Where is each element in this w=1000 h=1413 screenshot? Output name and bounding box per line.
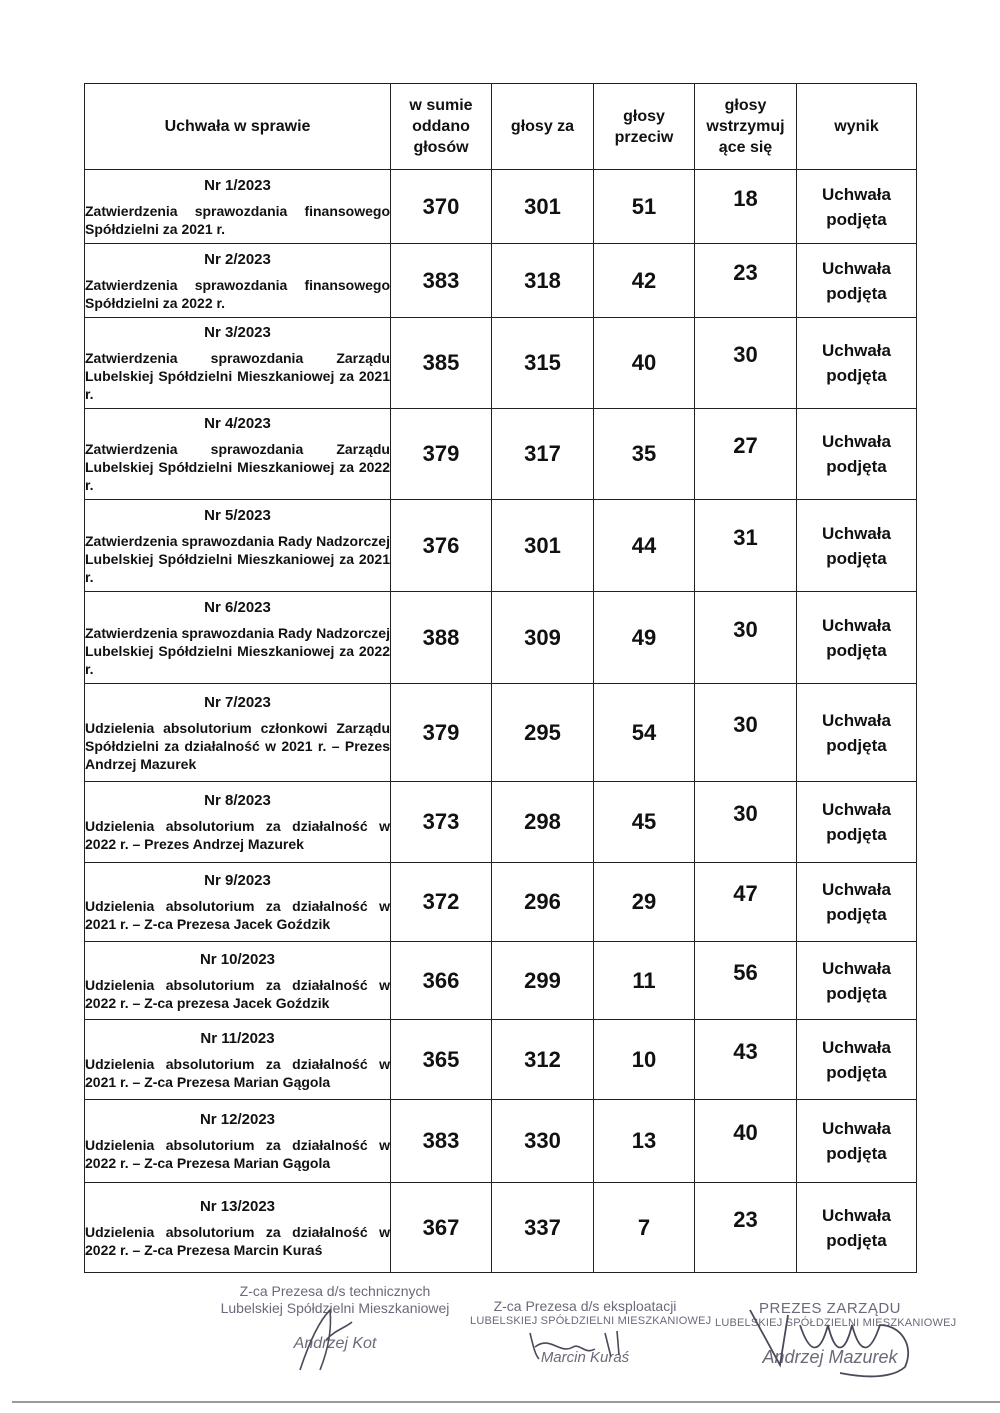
result-label: Uchwała <box>822 258 891 278</box>
resolution-number: Nr 10/2023 <box>199 950 276 968</box>
total-votes-cell: 376 <box>391 500 492 592</box>
votes-abstain-cell: 40 <box>695 1100 797 1183</box>
result-status: podjęta <box>826 283 887 303</box>
table-row <box>85 782 917 863</box>
table-row <box>85 684 917 782</box>
resolution-subject: Zatwierdzenia sprawozdania finansowego Spółdzielni za 2021 r. <box>85 202 390 237</box>
header-votes-for: głosy za <box>492 84 594 170</box>
result-status: podjęta <box>826 735 887 755</box>
resolution-number: Nr 12/2023 <box>199 1111 276 1128</box>
votes-against-cell: 49 <box>594 592 695 684</box>
votes-against-cell: 45 <box>594 782 695 863</box>
result-label: Uchwała <box>822 1037 891 1057</box>
resolution-number: Nr 13/2023 <box>199 1197 276 1215</box>
total-votes-cell: 388 <box>391 592 492 684</box>
votes-against-cell: 42 <box>594 244 695 318</box>
resolution-cell <box>85 1020 391 1100</box>
header-votes-against: głosy przeciw <box>594 84 695 170</box>
result-cell <box>797 1183 917 1273</box>
handwritten-signature-icon <box>740 1295 925 1385</box>
table-row <box>85 500 917 592</box>
signature-title: Z-ca Prezesa d/s eksploatacji <box>493 1298 677 1314</box>
header-votes-abstain: głosy wstrzymuj ące się <box>695 84 797 170</box>
resolution-subject: Udzielenia absolutorium za działalność w 2022 r. – Prezes Andrzej Mazurek <box>85 818 390 852</box>
resolution-subject: Zatwierdzenia sprawozdania finansowego Spółdzielni za 2022 r. <box>85 276 390 311</box>
result-cell <box>797 592 917 684</box>
result-status: podjęta <box>826 825 887 844</box>
resolution-cell <box>85 1100 391 1183</box>
result-status: podjęta <box>826 905 887 924</box>
resolution-number: Nr 7/2023 <box>204 693 271 711</box>
resolution-number: Nr 11/2023 <box>200 1029 275 1047</box>
voting-results-table <box>84 83 917 1273</box>
resolution-subject: Udzielenia absolutorium za działalność w 2022 r. – Z-ca Prezesa Marcin Kuraś <box>85 1223 390 1258</box>
table-row <box>85 409 917 500</box>
total-votes-cell: 379 <box>391 684 492 782</box>
signature-name: Andrzej Mazurek <box>762 1347 898 1367</box>
votes-abstain-cell: 30 <box>695 592 797 684</box>
result-cell <box>797 318 917 409</box>
result-status: podjęta <box>826 640 887 660</box>
resolution-number: Nr 4/2023 <box>204 415 271 432</box>
votes-for-cell: 318 <box>492 244 594 318</box>
total-votes-cell: 365 <box>391 1020 492 1100</box>
votes-against-cell: 7 <box>594 1183 695 1273</box>
resolution-subject: Udzielenia absolutorium za działalność w 2022 r. – Z-ca prezesa Jacek Goździk <box>85 976 390 1011</box>
votes-against-cell: 35 <box>594 409 695 500</box>
resolution-number: Nr 2/2023 <box>204 250 271 268</box>
votes-for-cell: 312 <box>492 1020 594 1100</box>
total-votes-cell: 372 <box>391 863 492 942</box>
result-label: Uchwała <box>822 341 891 360</box>
result-cell <box>797 942 917 1020</box>
resolution-cell <box>85 170 391 244</box>
header-resolution: Uchwała w sprawie <box>85 84 391 170</box>
result-status: podjęta <box>826 366 887 385</box>
votes-abstain-cell: 47 <box>695 863 797 942</box>
signature-name: Marcin Kuraś <box>540 1349 630 1366</box>
result-label: Uchwała <box>822 615 891 635</box>
table-row <box>85 170 917 244</box>
table-row <box>85 1100 917 1183</box>
resolution-cell <box>85 244 391 318</box>
resolution-subject: Zatwierdzenia sprawozdania Zarządu Lubelskiej Spółdzielni Mieszkaniowej za 2021 r. <box>85 350 390 402</box>
signature-name: Andrzej Kot <box>293 1335 377 1352</box>
table-header-row <box>85 84 917 170</box>
resolution-cell <box>85 409 391 500</box>
votes-for-cell: 299 <box>492 942 594 1020</box>
votes-against-cell: 40 <box>594 318 695 409</box>
result-cell <box>797 863 917 942</box>
signature-title: PREZES ZARZĄDU <box>758 1300 901 1317</box>
signature-title: Z-ca Prezesa d/s technicznych <box>239 1283 431 1299</box>
votes-against-cell: 44 <box>594 500 695 592</box>
votes-abstain-cell: 56 <box>695 942 797 1020</box>
votes-against-cell: 29 <box>594 863 695 942</box>
resolution-subject: Udzielenia absolutorium członkowi Zarządu Spółdzielni za działalność w 2021 r. – Prezes Andrzej Mazurek <box>85 719 390 772</box>
votes-for-cell: 315 <box>492 318 594 409</box>
votes-abstain-cell: 23 <box>695 244 797 318</box>
votes-against-cell: 54 <box>594 684 695 782</box>
result-cell <box>797 1020 917 1100</box>
votes-for-cell: 295 <box>492 684 594 782</box>
votes-abstain-cell: 43 <box>695 1020 797 1100</box>
resolution-number: Nr 6/2023 <box>204 598 271 616</box>
table-row <box>85 1183 917 1273</box>
table-row <box>85 863 917 942</box>
votes-abstain-cell: 31 <box>695 500 797 592</box>
votes-for-cell: 301 <box>492 170 594 244</box>
result-cell <box>797 684 917 782</box>
total-votes-cell: 366 <box>391 942 492 1020</box>
result-cell <box>797 244 917 318</box>
table-row <box>85 942 917 1020</box>
resolution-number: Nr 3/2023 <box>204 324 271 341</box>
signature-org: Lubelskiej Spółdzielni Mieszkaniowej <box>220 1300 450 1316</box>
result-cell <box>797 170 917 244</box>
result-status: podjęta <box>826 209 887 229</box>
result-label: Uchwała <box>822 710 891 730</box>
header-result: wynik <box>797 84 917 170</box>
result-status: podjęta <box>826 1062 887 1082</box>
table-row <box>85 318 917 409</box>
resolution-cell <box>85 684 391 782</box>
resolution-subject: Udzielenia absolutorium za działalność w 2021 r. – Z-ca Prezesa Marian Gągola <box>85 1055 390 1090</box>
result-status: podjęta <box>826 548 887 568</box>
resolution-number: Nr 9/2023 <box>204 872 271 889</box>
total-votes-cell: 383 <box>391 1100 492 1183</box>
total-votes-cell: 383 <box>391 244 492 318</box>
table-row <box>85 244 917 318</box>
header-total-votes: w sumie oddano głosów <box>391 84 492 170</box>
votes-for-cell: 330 <box>492 1100 594 1183</box>
total-votes-cell: 379 <box>391 409 492 500</box>
signature-org: LUBELSKIEJ SPÓŁDZIELNI MIESZKANIOWEJ <box>470 1315 712 1327</box>
resolution-subject: Udzielenia absolutorium za działalność w 2022 r. – Z-ca Prezesa Marian Gągola <box>85 1137 390 1171</box>
result-cell <box>797 782 917 863</box>
result-status: podjęta <box>826 983 887 1003</box>
resolution-cell <box>85 782 391 863</box>
votes-for-cell: 296 <box>492 863 594 942</box>
resolution-cell <box>85 1183 391 1273</box>
votes-abstain-cell: 23 <box>695 1183 797 1273</box>
result-cell <box>797 500 917 592</box>
resolution-number: Nr 1/2023 <box>204 176 271 194</box>
result-label: Uchwała <box>822 523 891 543</box>
votes-for-cell: 301 <box>492 500 594 592</box>
votes-for-cell: 337 <box>492 1183 594 1273</box>
result-label: Uchwała <box>822 1205 891 1225</box>
resolution-number: Nr 8/2023 <box>204 792 271 809</box>
result-status: podjęta <box>826 457 887 476</box>
resolution-number: Nr 5/2023 <box>204 506 271 524</box>
votes-abstain-cell: 30 <box>695 318 797 409</box>
result-label: Uchwała <box>822 880 891 899</box>
resolution-subject: Udzielenia absolutorium za działalność w 2021 r. – Z-ca Prezesa Jacek Goździk <box>85 898 390 932</box>
votes-against-cell: 13 <box>594 1100 695 1183</box>
resolution-subject: Zatwierdzenia sprawozdania Rady Nadzorczej Lubelskiej Spółdzielni Mieszkaniowej za 2021 r. <box>85 532 390 585</box>
result-label: Uchwała <box>822 432 891 451</box>
resolution-subject: Zatwierdzenia sprawozdania Zarządu Lubelskiej Spółdzielni Mieszkaniowej za 2022 r. <box>85 441 390 493</box>
resolution-subject: Zatwierdzenia sprawozdania Rady Nadzorczej Lubelskiej Spółdzielni Mieszkaniowej za 2022 r. <box>85 624 390 677</box>
votes-for-cell: 298 <box>492 782 594 863</box>
result-label: Uchwała <box>822 1119 891 1138</box>
votes-against-cell: 11 <box>594 942 695 1020</box>
total-votes-cell: 373 <box>391 782 492 863</box>
total-votes-cell: 367 <box>391 1183 492 1273</box>
total-votes-cell: 385 <box>391 318 492 409</box>
result-label: Uchwała <box>822 958 891 978</box>
table-row <box>85 1020 917 1100</box>
resolution-cell <box>85 942 391 1020</box>
page-bottom-edge <box>12 1401 1000 1403</box>
result-cell <box>797 1100 917 1183</box>
result-status: podjęta <box>826 1144 887 1163</box>
result-cell <box>797 409 917 500</box>
total-votes-cell: 370 <box>391 170 492 244</box>
votes-for-cell: 309 <box>492 592 594 684</box>
signature-org: LUBELSKIEJ SPÓŁDZIELNI MIESZKANIOWEJ <box>715 1317 957 1329</box>
resolution-cell <box>85 500 391 592</box>
handwritten-signature-icon <box>290 1300 360 1375</box>
resolution-cell <box>85 592 391 684</box>
handwritten-signature-icon <box>525 1325 645 1365</box>
table-row <box>85 592 917 684</box>
votes-for-cell: 317 <box>492 409 594 500</box>
resolution-cell <box>85 863 391 942</box>
votes-against-cell: 10 <box>594 1020 695 1100</box>
votes-abstain-cell: 18 <box>695 170 797 244</box>
votes-abstain-cell: 27 <box>695 409 797 500</box>
resolution-cell <box>85 318 391 409</box>
votes-abstain-cell: 30 <box>695 782 797 863</box>
votes-against-cell: 51 <box>594 170 695 244</box>
votes-abstain-cell: 30 <box>695 684 797 782</box>
result-label: Uchwała <box>822 800 891 819</box>
result-status: podjęta <box>826 1230 887 1250</box>
result-label: Uchwała <box>822 184 891 204</box>
